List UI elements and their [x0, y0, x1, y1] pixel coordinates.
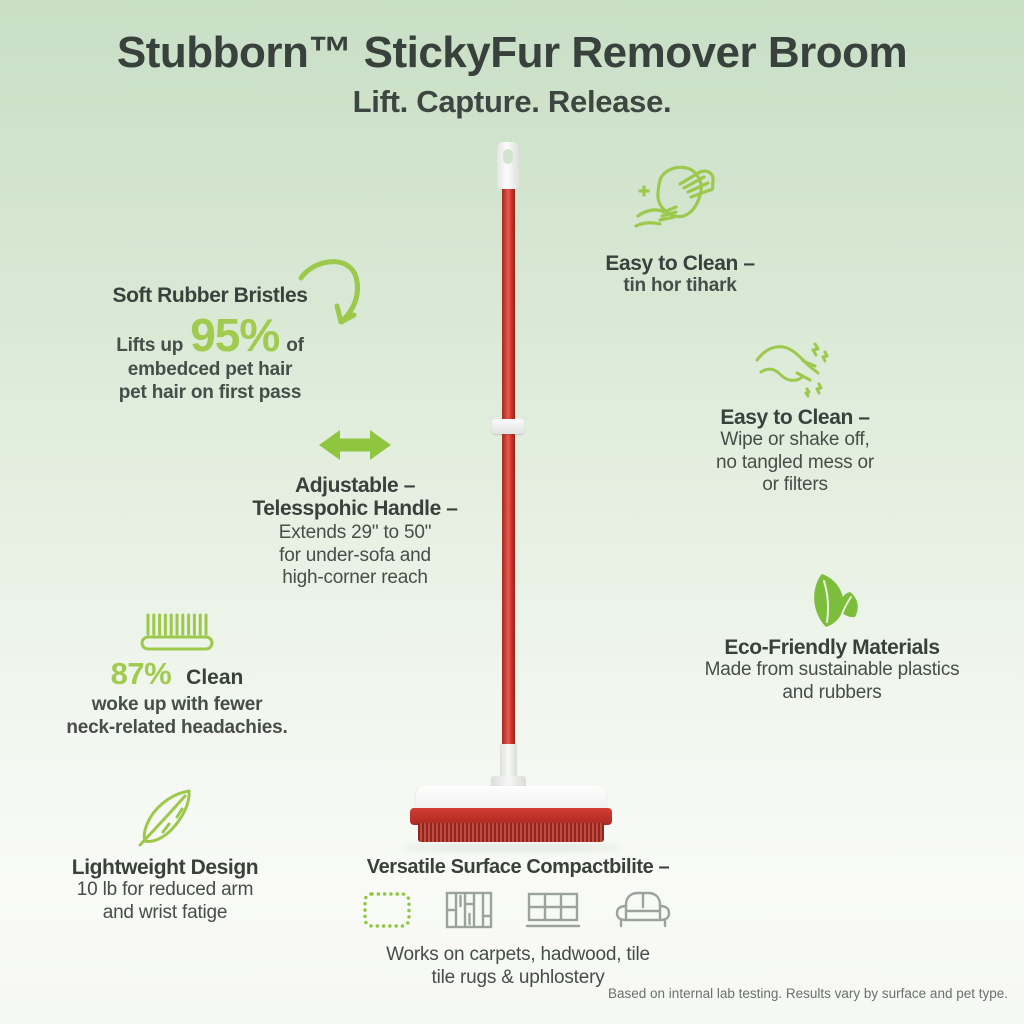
- callout-heading: Lightweight Design: [71, 856, 259, 879]
- callout-heading: Adjustable –: [294, 474, 416, 497]
- product-title: Stubborn™ StickyFur Remover Broom: [116, 28, 908, 77]
- hands-wiping-icon: [540, 160, 820, 250]
- callout-heading: Easy to Clean –: [605, 252, 755, 275]
- stat-value: 87%: [110, 656, 172, 691]
- broom-rubber-bristles: [418, 823, 604, 842]
- stat-prefix: Lifts up: [116, 335, 184, 356]
- callout-eco-friendly: [672, 572, 992, 704]
- hand-sparkle-icon: [655, 336, 935, 400]
- broom-hanging-cap: [497, 142, 519, 189]
- hardwood-icon: [443, 890, 495, 935]
- callout-comfort-stat: [32, 612, 322, 739]
- callout-heading: Telesspohic Handle –: [252, 497, 458, 520]
- stat-label: Clean: [186, 666, 244, 689]
- callout-line: tin hor tihark: [623, 275, 737, 296]
- callout-line: embedced pet hair: [127, 359, 293, 380]
- callout-line: Extends 29" to 50": [278, 522, 432, 543]
- tile-icon: [525, 890, 581, 935]
- callout-line: neck-related headachies.: [66, 716, 288, 738]
- stat-value: 95%: [190, 309, 280, 361]
- callout-line: Made from sustainable plastics: [704, 659, 960, 680]
- brush-head-icon: [32, 612, 322, 652]
- callout-line: high-corner reach: [282, 567, 428, 588]
- product-tagline: Lift. Capture. Release.: [352, 84, 672, 119]
- callout-line: 10 lb for reduced arm: [76, 879, 254, 900]
- surface-icons-row: [338, 889, 698, 936]
- broom-hang-hole: [503, 149, 513, 164]
- carpet-icon: [361, 890, 413, 935]
- callout-line: Works on carpets, hadwood, tile: [386, 944, 650, 965]
- callout-line: pet hair on first pass: [118, 381, 302, 403]
- stat-suffix: of: [286, 335, 304, 356]
- broom-telescopic-lock-ring: [492, 419, 524, 434]
- callout-line: woke up with fewer: [91, 694, 263, 715]
- callout-line: and rubbers: [782, 681, 882, 703]
- callout-line: Wipe or shake off,: [720, 429, 870, 450]
- callout-line: and wrist fatige: [102, 901, 228, 923]
- callout-line: for under-sofa and: [279, 544, 431, 566]
- callout-adjustable-handle: [215, 428, 495, 590]
- callout-heading: Soft Rubber Bristles: [112, 284, 308, 307]
- disclaimer-text: Based on internal lab testing. Results vary by surface and pet type.: [608, 986, 1008, 1001]
- curved-arrow-icon: [294, 254, 370, 341]
- feather-icon: [25, 786, 305, 848]
- callout-line: no tangled mess or: [716, 451, 874, 473]
- callout-lightweight: [25, 786, 305, 924]
- leaf-icon: [672, 572, 992, 630]
- callout-heading: Versatile Surface Compactbilite –: [366, 856, 670, 878]
- callout-easy-to-clean-wipe: [655, 336, 935, 497]
- callout-heading: Eco-Friendly Materials: [724, 636, 940, 659]
- callout-versatile-surfaces: [338, 856, 698, 989]
- callout-line: or filters: [762, 474, 828, 495]
- broom-pole: [502, 187, 515, 746]
- double-arrow-icon: [215, 428, 495, 462]
- sofa-icon: [611, 889, 675, 936]
- callout-easy-to-clean-hands: [540, 160, 820, 298]
- broom-shadow: [402, 843, 622, 852]
- callout-line: tile rugs & uphlostery: [431, 966, 605, 988]
- callout-heading: Easy to Clean –: [720, 406, 870, 429]
